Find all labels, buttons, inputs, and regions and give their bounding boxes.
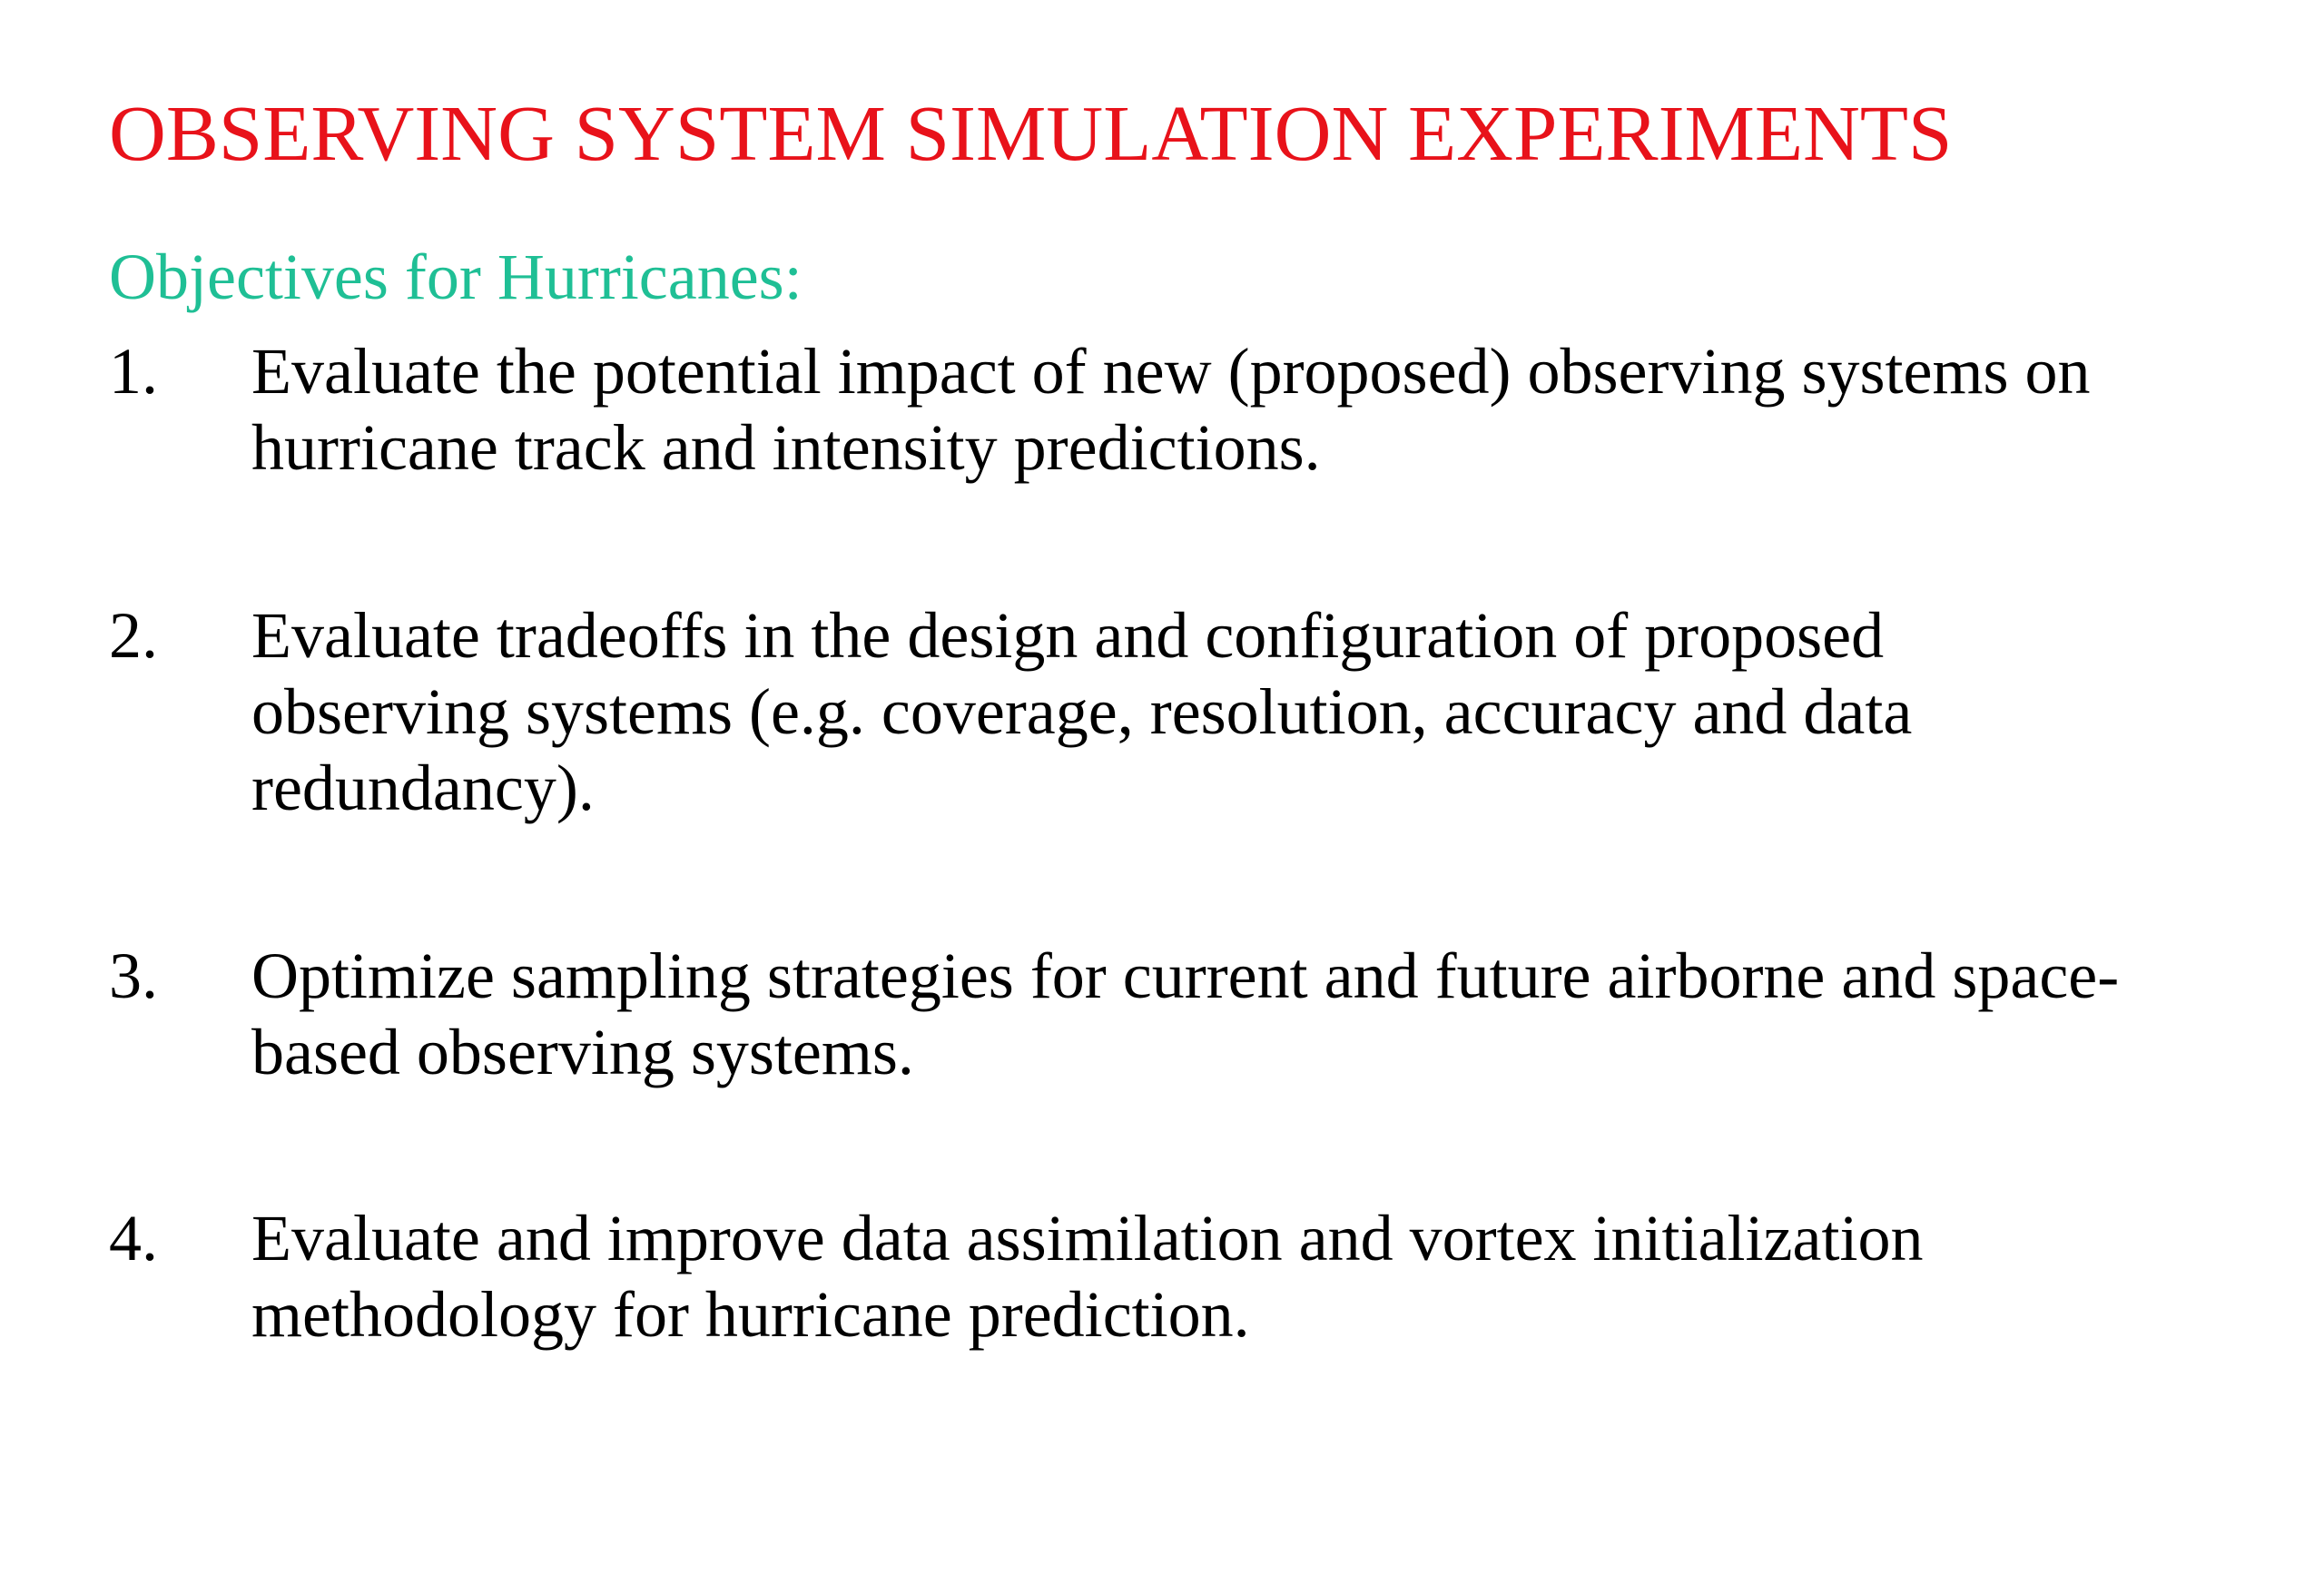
objective-text bbox=[251, 333, 2091, 486]
objective-line: redundancy). bbox=[251, 752, 595, 824]
objective-line: Evaluate and improve data assimilation and vortex initialization bbox=[251, 1202, 1924, 1274]
objective-line: Evaluate the potential impact of new (proposed) observing systems on bbox=[251, 335, 2091, 408]
objective-line: Evaluate tradeoffs in the design and configuration of proposed bbox=[251, 599, 1885, 672]
objective-line: methodology for hurricane prediction. bbox=[251, 1278, 1250, 1351]
objective-text bbox=[251, 597, 1912, 826]
objective-number: 2. bbox=[109, 599, 158, 672]
objective-line: based observing systems. bbox=[251, 1016, 914, 1088]
objective-text bbox=[251, 1200, 1923, 1353]
objective-text bbox=[251, 938, 2119, 1090]
objective-line: Optimize sampling strategies for current and future airborne and space- bbox=[251, 940, 2120, 1012]
objective-number: 4. bbox=[109, 1202, 158, 1274]
objective-number: 1. bbox=[109, 335, 158, 408]
objective-line: observing systems (e.g. coverage, resolution, accuracy and data bbox=[251, 675, 1913, 748]
slide-title: OBSERVING SYSTEM SIMULATION EXPERIMENTS bbox=[109, 89, 1953, 177]
objective-line: hurricane track and intensity predictions. bbox=[251, 411, 1321, 484]
slide-subtitle: Objectives for Hurricanes: bbox=[109, 241, 803, 313]
objective-number: 3. bbox=[109, 940, 158, 1012]
